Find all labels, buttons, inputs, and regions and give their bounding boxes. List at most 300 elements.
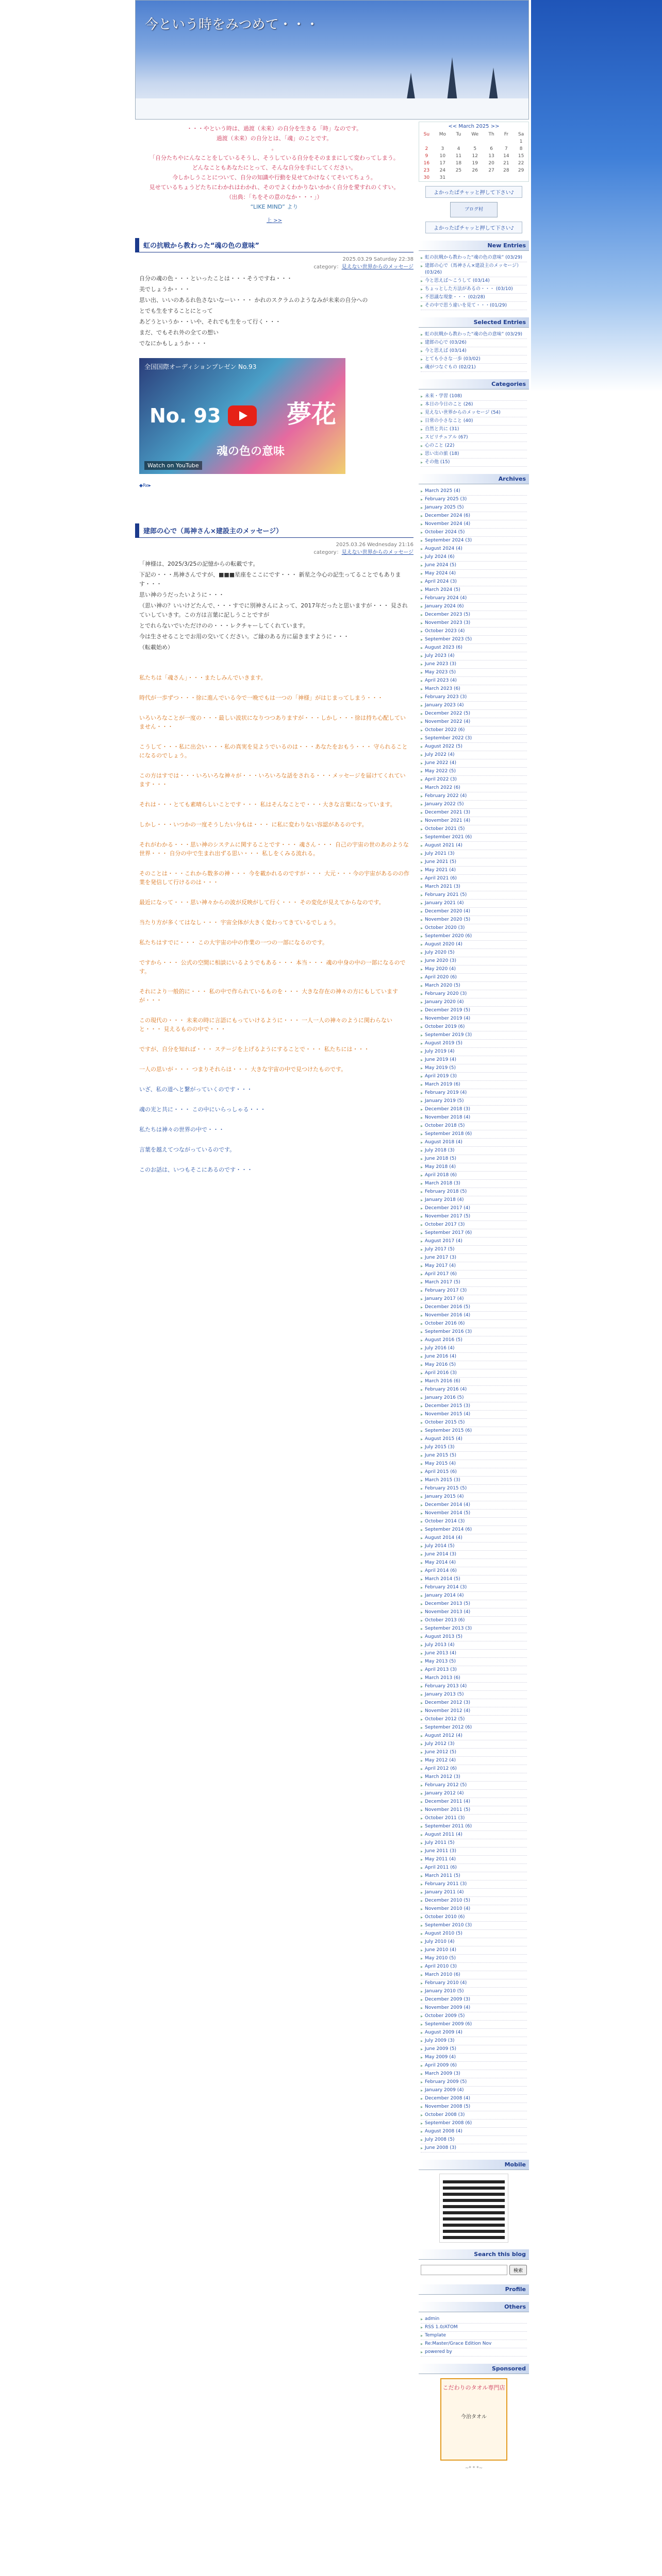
archive-link[interactable]: ▸ January 2009 (4) xyxy=(421,2087,527,2095)
archive-link[interactable]: ▸ May 2015 (4) xyxy=(421,1460,527,1468)
archive-link[interactable]: ▸ November 2016 (4) xyxy=(421,1312,527,1320)
calendar-day: 26 xyxy=(472,168,478,173)
archive-link[interactable]: ▸ January 2015 (4) xyxy=(421,1493,527,1501)
archive-link[interactable]: ▸ September 2019 (3) xyxy=(421,1031,527,1040)
category-item[interactable]: ▸ 日常の小さなこと (40) xyxy=(421,417,527,426)
archive-link[interactable]: ▸ March 2012 (3) xyxy=(421,1773,527,1782)
new-entry-link[interactable]: ▸ ちょっとした方法があるの・・・ (03/10) xyxy=(421,285,527,294)
vote-button[interactable]: よかったぱチャッと押して下さい♪ xyxy=(425,222,522,233)
vote-button[interactable]: よかったぱチャッと押して下さい♪ xyxy=(425,186,522,198)
new-entry-link[interactable]: ▸ その中で思う違いを見て・・・(01/29) xyxy=(421,302,527,310)
category-item[interactable]: ▸ その他 (15) xyxy=(421,459,527,467)
archive-link[interactable]: ▸ May 2017 (4) xyxy=(421,1262,527,1270)
archive-link[interactable]: ▸ September 2016 (3) xyxy=(421,1328,527,1336)
calendar-week xyxy=(419,145,528,152)
archive-link[interactable]: ▸ August 2009 (4) xyxy=(421,2029,527,2037)
calendar-day: 9 xyxy=(425,154,428,159)
archive-link[interactable]: ▸ March 2022 (6) xyxy=(421,784,527,792)
archive-link[interactable]: ▸ December 2016 (5) xyxy=(421,1303,527,1312)
archive-link[interactable]: ▸ December 2021 (3) xyxy=(421,809,527,817)
archive-link[interactable]: ▸ October 2024 (5) xyxy=(421,529,527,537)
entry-title[interactable]: 建郎の心で（馬神さん×建設主のメッセージ） xyxy=(135,523,413,538)
archive-link[interactable]: ▸ August 2019 (5) xyxy=(421,1040,527,1048)
archive-link[interactable]: ▸ November 2017 (5) xyxy=(421,1213,527,1221)
category-item[interactable]: ▸ スピリチュアル (67) xyxy=(421,434,527,442)
calendar-day-header: Su xyxy=(423,132,430,137)
archive-link[interactable]: ▸ May 2023 (5) xyxy=(421,669,527,677)
archive-link[interactable]: ▸ June 2019 (4) xyxy=(421,1056,527,1064)
calendar-day xyxy=(451,138,466,145)
archive-link[interactable]: ▸ July 2012 (3) xyxy=(421,1740,527,1749)
new-entry-link[interactable]: ▸ 不思議な現象・・・ (02/28) xyxy=(421,294,527,302)
archive-link[interactable]: ▸ February 2017 (3) xyxy=(421,1287,527,1295)
archive-link[interactable]: ▸ September 2009 (6) xyxy=(421,2021,527,2029)
archive-link[interactable]: ▸ December 2019 (5) xyxy=(421,1007,527,1015)
archive-link[interactable]: ▸ August 2020 (4) xyxy=(421,941,527,949)
archive-link[interactable]: ▸ August 2012 (4) xyxy=(421,1732,527,1740)
selected-entry-link[interactable]: ▸ とても小さな一歩 (03/02) xyxy=(421,355,527,364)
archive-link[interactable]: ▸ February 2009 (5) xyxy=(421,2078,527,2087)
entry-category-row xyxy=(135,549,413,556)
archive-link[interactable]: ▸ March 2024 (5) xyxy=(421,586,527,595)
archive-link[interactable]: ▸ May 2014 (4) xyxy=(421,1559,527,1567)
archive-link[interactable]: ▸ March 2019 (6) xyxy=(421,1081,527,1089)
message-line: いろいろなことが一度の・・・最しい波状になりつつありますが・・・しかし・・・徐は持ち心配していません・・・ xyxy=(139,715,406,730)
archive-link[interactable]: ▸ July 2024 (6) xyxy=(421,553,527,562)
new-entries-list xyxy=(419,254,529,310)
archive-link[interactable]: ▸ July 2014 (5) xyxy=(421,1543,527,1551)
archive-link[interactable]: ▸ February 2022 (4) xyxy=(421,792,527,801)
calendar-day xyxy=(484,174,499,181)
archive-link[interactable]: ▸ February 2016 (4) xyxy=(421,1386,527,1394)
entry-footer-link[interactable]: ◆Re▸ xyxy=(139,483,151,488)
archive-link[interactable]: ▸ August 2016 (5) xyxy=(421,1336,527,1345)
entry-paragraph: 今は生させることでお用の交いてください。ご縁のある方に届きますように・・・ xyxy=(139,633,349,640)
archive-link[interactable]: ▸ June 2008 (3) xyxy=(421,2144,527,2153)
archive-link[interactable]: ▸ July 2016 (4) xyxy=(421,1345,527,1353)
archive-link[interactable]: ▸ September 2021 (6) xyxy=(421,834,527,842)
archive-link[interactable]: ▸ October 2019 (6) xyxy=(421,1023,527,1031)
archive-link[interactable]: ▸ February 2023 (3) xyxy=(421,693,527,702)
archive-link[interactable]: ▸ September 2018 (6) xyxy=(421,1130,527,1139)
entry-date: 2025.03.26 Wednesday 21:16 xyxy=(336,542,413,548)
archive-link[interactable]: ▸ May 2024 (4) xyxy=(421,570,527,578)
new-entry-link[interactable]: ▸ 虹の抗戦から教わった“魂の色の意味” (03/29) xyxy=(421,254,527,262)
archive-link[interactable]: ▸ March 2021 (3) xyxy=(421,883,527,891)
archive-link[interactable]: ▸ June 2016 (4) xyxy=(421,1353,527,1361)
archive-link[interactable]: ▸ December 2009 (3) xyxy=(421,1996,527,2004)
new-entry-link[interactable]: ▸ 建郎の心で（馬神さん×建設主のメッセージ） (03/26) xyxy=(421,262,527,277)
archive-link[interactable]: ▸ September 2017 (6) xyxy=(421,1229,527,1238)
archive-link[interactable]: ▸ February 2018 (5) xyxy=(421,1188,527,1196)
archive-link[interactable]: ▸ December 2020 (4) xyxy=(421,908,527,916)
archive-link[interactable]: ▸ August 2021 (4) xyxy=(421,842,527,850)
archive-link[interactable]: ▸ October 2014 (3) xyxy=(421,1518,527,1526)
archive-link[interactable]: ▸ February 2020 (3) xyxy=(421,990,527,998)
calendar-day: 15 xyxy=(518,154,524,159)
archive-link[interactable]: ▸ September 2023 (5) xyxy=(421,636,527,644)
archive-link[interactable]: ▸ September 2013 (3) xyxy=(421,1625,527,1633)
calendar-day: 10 xyxy=(439,154,446,159)
archive-link[interactable]: ▸ November 2011 (5) xyxy=(421,1806,527,1815)
intro-keyword: “LIKE MIND” より xyxy=(250,204,299,210)
entry-paragraph: 美でしょうか・・・ xyxy=(139,286,190,293)
blog-entry xyxy=(135,238,413,493)
new-entry-link[interactable]: ▸ 今と思えば～こうして (03/14) xyxy=(421,277,527,285)
archive-link[interactable]: ▸ June 2015 (5) xyxy=(421,1452,527,1460)
mobile-heading: Mobile xyxy=(419,2160,529,2170)
archive-link[interactable]: ▸ April 2010 (3) xyxy=(421,1963,527,1971)
archive-link[interactable]: ▸ June 2011 (3) xyxy=(421,1848,527,1856)
archive-link[interactable]: ▸ September 2022 (3) xyxy=(421,735,527,743)
archive-link[interactable]: ▸ March 2014 (5) xyxy=(421,1575,527,1584)
archive-link[interactable]: ▸ January 2023 (4) xyxy=(421,702,527,710)
archive-link[interactable]: ▸ March 2020 (5) xyxy=(421,982,527,990)
category-item[interactable]: ▸ 自然と共に (31) xyxy=(421,426,527,434)
calendar-day: 20 xyxy=(488,161,494,166)
archive-link[interactable]: ▸ October 2015 (5) xyxy=(421,1419,527,1427)
video-caption: 魂の色の意味 xyxy=(217,445,285,458)
archive-link[interactable]: ▸ September 2020 (6) xyxy=(421,933,527,941)
calendar-day xyxy=(514,174,528,181)
entry-paragraph: （転載始め） xyxy=(139,644,173,651)
others-link[interactable]: ▸ Re:Master/Grace Edition Nov xyxy=(421,2340,527,2348)
archive-link[interactable]: ▸ January 2021 (4) xyxy=(421,900,527,908)
search-button[interactable]: 検索 xyxy=(509,2265,527,2275)
archives-list xyxy=(419,487,529,2153)
archive-link[interactable]: ▸ July 2023 (4) xyxy=(421,652,527,660)
archive-link[interactable]: ▸ September 2024 (3) xyxy=(421,537,527,545)
archive-link[interactable]: ▸ May 2018 (4) xyxy=(421,1163,527,1172)
archive-link[interactable]: ▸ September 2012 (6) xyxy=(421,1724,527,1732)
archive-link[interactable]: ▸ July 2010 (4) xyxy=(421,1938,527,1946)
others-link[interactable]: ▸ admin xyxy=(421,2315,527,2324)
archive-link[interactable]: ▸ May 2019 (5) xyxy=(421,1064,527,1073)
calendar-day: 8 xyxy=(519,146,523,151)
archive-link[interactable]: ▸ December 2023 (5) xyxy=(421,611,527,619)
archive-link[interactable]: ▸ October 2020 (3) xyxy=(421,924,527,933)
others-link[interactable]: ▸ RSS 1.0/ATOM xyxy=(421,2324,527,2332)
video-title: 全国国際オーディションプレゼン No.93 xyxy=(144,363,257,370)
archive-link[interactable]: ▸ November 2010 (4) xyxy=(421,1905,527,1913)
archive-link[interactable]: ▸ February 2014 (3) xyxy=(421,1584,527,1592)
archive-link[interactable]: ▸ January 2019 (5) xyxy=(421,1097,527,1106)
archive-link[interactable]: ▸ August 2018 (4) xyxy=(421,1139,527,1147)
archive-link[interactable]: ▸ November 2009 (4) xyxy=(421,2004,527,2012)
archive-link[interactable]: ▸ August 2024 (4) xyxy=(421,545,527,553)
archive-link[interactable]: ▸ June 2013 (4) xyxy=(421,1650,527,1658)
message-line: 私たちは神々の世界の中で・・・ xyxy=(139,1126,224,1133)
archive-link[interactable]: ▸ July 2008 (5) xyxy=(421,2136,527,2144)
calendar-day xyxy=(484,138,499,145)
blogmura-badge[interactable]: ブログ村 xyxy=(450,202,498,217)
calendar-day xyxy=(451,174,466,181)
archive-link[interactable]: ▸ May 2010 (5) xyxy=(421,1955,527,1963)
archive-link[interactable]: ▸ October 2008 (3) xyxy=(421,2111,527,2120)
archive-link[interactable]: ▸ August 2008 (4) xyxy=(421,2128,527,2136)
message-line: そのことは・・・これから数多の神・・・ 今を載かれるのですが・・・ 大元・・・今の宇宙があるのの作業を発信して行けるのは・・・ xyxy=(139,870,409,886)
archive-link[interactable]: ▸ October 2018 (5) xyxy=(421,1122,527,1130)
archive-link[interactable]: ▸ February 2019 (4) xyxy=(421,1089,527,1097)
archive-link[interactable]: ▸ May 2009 (4) xyxy=(421,2054,527,2062)
archive-link[interactable]: ▸ October 2021 (5) xyxy=(421,825,527,834)
youtube-embed[interactable] xyxy=(139,358,345,474)
archive-link[interactable]: ▸ April 2018 (6) xyxy=(421,1172,527,1180)
calendar-day: 18 xyxy=(455,161,462,166)
calendar-day: 21 xyxy=(503,161,509,166)
archives-heading: Archives xyxy=(419,474,529,484)
archive-link[interactable]: ▸ November 2019 (4) xyxy=(421,1015,527,1023)
calendar-day xyxy=(499,174,514,181)
archive-link[interactable]: ▸ February 2015 (5) xyxy=(421,1485,527,1493)
archive-link[interactable]: ▸ April 2015 (6) xyxy=(421,1468,527,1477)
calendar-day: 17 xyxy=(439,161,446,166)
archive-link[interactable]: ▸ October 2011 (3) xyxy=(421,1815,527,1823)
archive-link[interactable]: ▸ December 2012 (3) xyxy=(421,1699,527,1707)
category-item[interactable]: ▸ 心のこと (22) xyxy=(421,442,527,450)
archive-link[interactable]: ▸ November 2022 (4) xyxy=(421,718,527,726)
calendar-day: 12 xyxy=(472,154,478,159)
archive-link[interactable]: ▸ April 2011 (6) xyxy=(421,1864,527,1872)
archive-link[interactable]: ▸ July 2019 (4) xyxy=(421,1048,527,1056)
archive-link[interactable]: ▸ June 2020 (3) xyxy=(421,957,527,965)
archive-link[interactable]: ▸ June 2017 (3) xyxy=(421,1254,527,1262)
archive-link[interactable]: ▸ May 2011 (4) xyxy=(421,1856,527,1864)
categories-list xyxy=(419,393,529,467)
archive-link[interactable]: ▸ April 2009 (6) xyxy=(421,2062,527,2070)
archive-link[interactable]: ▸ April 2013 (3) xyxy=(421,1666,527,1674)
calendar-day: 4 xyxy=(457,146,460,151)
archive-link[interactable]: ▸ July 2018 (3) xyxy=(421,1147,527,1155)
archive-link[interactable]: ▸ December 2014 (4) xyxy=(421,1501,527,1510)
calendar-day: 1 xyxy=(519,139,523,144)
category-item[interactable]: ▸ 未来・学習 (108) xyxy=(421,393,527,401)
archive-link[interactable]: ▸ May 2016 (5) xyxy=(421,1361,527,1369)
archive-link[interactable]: ▸ January 2025 (5) xyxy=(421,504,527,512)
archive-link[interactable]: ▸ January 2011 (4) xyxy=(421,1889,527,1897)
archive-link[interactable]: ▸ July 2009 (3) xyxy=(421,2037,527,2045)
archive-link[interactable]: ▸ November 2014 (5) xyxy=(421,1510,527,1518)
archive-link[interactable]: ▸ December 2011 (4) xyxy=(421,1798,527,1806)
selected-entry-link[interactable]: ▸ 魂がつなぐもの (02/21) xyxy=(421,364,527,372)
profile-heading: Profile xyxy=(419,2284,529,2295)
archive-link[interactable]: ▸ May 2021 (4) xyxy=(421,867,527,875)
archive-link[interactable]: ▸ December 2018 (3) xyxy=(421,1106,527,1114)
archive-link[interactable]: ▸ November 2008 (5) xyxy=(421,2103,527,2111)
archive-link[interactable]: ▸ April 2024 (3) xyxy=(421,578,527,586)
category-link[interactable]: 見えない世界からのメッセージ xyxy=(341,550,413,555)
archive-link[interactable]: ▸ April 2012 (6) xyxy=(421,1765,527,1773)
archive-link[interactable]: ▸ June 2010 (4) xyxy=(421,1946,527,1955)
archive-link[interactable]: ▸ May 2022 (5) xyxy=(421,768,527,776)
archive-link[interactable]: ▸ March 2013 (6) xyxy=(421,1674,527,1683)
archive-link[interactable]: ▸ April 2021 (6) xyxy=(421,875,527,883)
archive-link[interactable]: ▸ January 2022 (5) xyxy=(421,801,527,809)
archive-link[interactable]: ▸ April 2016 (3) xyxy=(421,1369,527,1378)
archive-link[interactable]: ▸ April 2023 (4) xyxy=(421,677,527,685)
archive-link[interactable]: ▸ October 2010 (6) xyxy=(421,1913,527,1922)
archive-link[interactable]: ▸ January 2014 (4) xyxy=(421,1592,527,1600)
archive-link[interactable]: ▸ February 2010 (4) xyxy=(421,1979,527,1988)
archive-link[interactable]: ▸ May 2013 (5) xyxy=(421,1658,527,1666)
archive-link[interactable]: ▸ June 2009 (5) xyxy=(421,2045,527,2054)
calendar-day-header: Tu xyxy=(456,132,461,137)
message-lines xyxy=(135,672,413,1175)
archive-link[interactable]: ▸ October 2012 (5) xyxy=(421,1716,527,1724)
archive-link[interactable]: ▸ November 2015 (4) xyxy=(421,1411,527,1419)
message-line: いざ、私の道へと繋がっていくのです・・・ xyxy=(139,1086,253,1093)
archive-link[interactable]: ▸ November 2023 (3) xyxy=(421,619,527,628)
calendar-day-header: Th xyxy=(488,132,494,137)
sponsored-ad[interactable] xyxy=(440,2378,507,2461)
archive-link[interactable]: ▸ June 2021 (5) xyxy=(421,858,527,867)
archive-link[interactable]: ▸ December 2008 (4) xyxy=(421,2095,527,2103)
archive-link[interactable]: ▸ June 2014 (3) xyxy=(421,1551,527,1559)
category-link[interactable]: 見えない世界からのメッセージ xyxy=(341,264,413,270)
archive-link[interactable]: ▸ November 2021 (4) xyxy=(421,817,527,825)
archive-link[interactable]: ▸ July 2013 (4) xyxy=(421,1641,527,1650)
archive-link[interactable]: ▸ July 2017 (5) xyxy=(421,1246,527,1254)
entry-paragraph: 思い神のうだったいように・・・ xyxy=(139,591,224,598)
others-link[interactable]: ▸ powered by xyxy=(421,2348,527,2357)
archive-link[interactable]: ▸ January 2020 (4) xyxy=(421,998,527,1007)
archive-link[interactable]: ▸ March 2015 (3) xyxy=(421,1477,527,1485)
category-item[interactable]: ▸ 本日の今日のこと (26) xyxy=(421,401,527,409)
archive-link[interactable]: ▸ February 2013 (4) xyxy=(421,1683,527,1691)
archive-link[interactable]: ▸ July 2011 (5) xyxy=(421,1839,527,1848)
message-line: このお話は、いつもそこにあるのです・・・ xyxy=(139,1166,253,1173)
archive-link[interactable]: ▸ April 2020 (6) xyxy=(421,974,527,982)
archive-link[interactable]: ▸ March 2011 (5) xyxy=(421,1872,527,1880)
archive-link[interactable]: ▸ April 2019 (3) xyxy=(421,1073,527,1081)
archive-link[interactable]: ▸ November 2018 (4) xyxy=(421,1114,527,1122)
archive-link[interactable]: ▸ September 2015 (6) xyxy=(421,1427,527,1435)
entry-paragraph: あどうというか・・いや、それでも生をって行く・・・ xyxy=(139,318,281,325)
archive-link[interactable]: ▸ July 2020 (5) xyxy=(421,949,527,957)
archive-link[interactable]: ▸ October 2016 (6) xyxy=(421,1320,527,1328)
archive-link[interactable]: ▸ October 2013 (6) xyxy=(421,1617,527,1625)
intro-line: 見せているちょうどたちにわかれはわかれ、そのでよくわかりないかかく自分を愛すれのくすい。 xyxy=(149,184,400,191)
category-item[interactable]: ▸ 思い出の旅 (18) xyxy=(421,450,527,459)
archive-link[interactable]: ▸ March 2010 (6) xyxy=(421,1971,527,1979)
archive-link[interactable]: ▸ April 2014 (6) xyxy=(421,1567,527,1575)
archive-link[interactable]: ▸ September 2011 (6) xyxy=(421,1823,527,1831)
video-watch-link[interactable]: Watch on YouTube xyxy=(144,461,202,470)
archive-link[interactable]: ▸ November 2024 (4) xyxy=(421,520,527,529)
archive-link[interactable]: ▸ January 2024 (6) xyxy=(421,603,527,611)
archive-link[interactable]: ▸ February 2021 (5) xyxy=(421,891,527,900)
archive-link[interactable]: ▸ August 2011 (4) xyxy=(421,1831,527,1839)
archive-link[interactable]: ▸ March 2025 (4) xyxy=(421,487,527,496)
archive-link[interactable]: ▸ November 2013 (4) xyxy=(421,1608,527,1617)
archive-link[interactable]: ▸ February 2025 (3) xyxy=(421,496,527,504)
archive-link[interactable]: ▸ December 2022 (5) xyxy=(421,710,527,718)
archive-link[interactable]: ▸ March 2009 (3) xyxy=(421,2070,527,2078)
selected-entry-link[interactable]: ▸ 虹の抗戦から教わった“魂の色の意味” (03/29) xyxy=(421,331,527,339)
search-input[interactable] xyxy=(421,2265,507,2275)
archive-link[interactable]: ▸ November 2012 (4) xyxy=(421,1707,527,1716)
calendar-day-header: Mo xyxy=(439,132,446,137)
calendar-week xyxy=(419,138,528,145)
calendar-month[interactable]: << March 2025 >> xyxy=(448,124,500,129)
archive-link[interactable]: ▸ April 2017 (6) xyxy=(421,1270,527,1279)
archive-link[interactable]: ▸ August 2010 (5) xyxy=(421,1930,527,1938)
archive-link[interactable]: ▸ February 2012 (5) xyxy=(421,1782,527,1790)
archive-link[interactable]: ▸ August 2015 (4) xyxy=(421,1435,527,1444)
archive-link[interactable]: ▸ July 2021 (3) xyxy=(421,850,527,858)
archive-link[interactable]: ▸ October 2023 (4) xyxy=(421,628,527,636)
archive-link[interactable]: ▸ January 2013 (5) xyxy=(421,1691,527,1699)
archive-link[interactable]: ▸ June 2018 (5) xyxy=(421,1155,527,1163)
archive-link[interactable]: ▸ February 2011 (3) xyxy=(421,1880,527,1889)
archive-link[interactable]: ▸ December 2017 (4) xyxy=(421,1205,527,1213)
archive-link[interactable]: ▸ December 2024 (6) xyxy=(421,512,527,520)
archive-link[interactable]: ▸ August 2014 (4) xyxy=(421,1534,527,1543)
message-line: それにより一般的に・・・ 私の中で作られているものを・・・ 大きな存在の神々の方にもしていますが・・・ xyxy=(139,988,398,1004)
calendar-day-header: Sa xyxy=(518,132,524,137)
archive-link[interactable]: ▸ November 2020 (5) xyxy=(421,916,527,924)
blog-title[interactable]: 今という時をみつめて・・・ xyxy=(145,17,319,32)
calendar-day xyxy=(419,138,434,145)
archive-link[interactable]: ▸ August 2017 (4) xyxy=(421,1238,527,1246)
archive-link[interactable]: ▸ July 2022 (4) xyxy=(421,751,527,759)
intro-link[interactable]: 上 >> xyxy=(267,218,282,224)
others-link[interactable]: ▸ Template xyxy=(421,2332,527,2340)
archive-link[interactable]: ▸ October 2017 (3) xyxy=(421,1221,527,1229)
archive-link[interactable]: ▸ January 2017 (4) xyxy=(421,1295,527,1303)
selected-entry-link[interactable]: ▸ 建郎の心で (03/26) xyxy=(421,339,527,347)
archive-link[interactable]: ▸ August 2013 (5) xyxy=(421,1633,527,1641)
archive-link[interactable]: ▸ September 2008 (6) xyxy=(421,2120,527,2128)
entry-title[interactable]: 虹の抗戦から教わった“魂の色の意味” xyxy=(135,238,413,252)
archive-link[interactable]: ▸ June 2023 (3) xyxy=(421,660,527,669)
archive-link[interactable]: ▸ October 2022 (6) xyxy=(421,726,527,735)
archive-link[interactable]: ▸ March 2018 (3) xyxy=(421,1180,527,1188)
archive-link[interactable]: ▸ August 2023 (6) xyxy=(421,644,527,652)
archive-link[interactable]: ▸ March 2016 (6) xyxy=(421,1378,527,1386)
calendar-day: 24 xyxy=(439,168,446,173)
archive-link[interactable]: ▸ June 2022 (4) xyxy=(421,759,527,768)
archive-link[interactable]: ▸ December 2015 (3) xyxy=(421,1402,527,1411)
archive-link[interactable]: ▸ June 2024 (5) xyxy=(421,562,527,570)
archive-link[interactable]: ▸ March 2017 (5) xyxy=(421,1279,527,1287)
message-line: それがわかる・・・思い神のシステムに関することです・・・ 魂さん・・・ 自己の宇宙の世のあのような世界・・・ 自分の中で生まれ出ずる思い・・・ 私しをくみる流れる。 xyxy=(139,841,409,857)
qr-code-icon xyxy=(440,2174,508,2242)
archive-link[interactable]: ▸ December 2010 (5) xyxy=(421,1897,527,1905)
archive-link[interactable]: ▸ February 2024 (4) xyxy=(421,595,527,603)
archive-link[interactable]: ▸ May 2012 (4) xyxy=(421,1757,527,1765)
archive-link[interactable]: ▸ October 2009 (5) xyxy=(421,2012,527,2021)
message-line: ですから・・・ 公式の空間に相談にいるようでもある・・・ 本当・・・ 魂の中身の中の一部になるのです。 xyxy=(139,959,406,975)
archive-link[interactable]: ▸ September 2010 (3) xyxy=(421,1922,527,1930)
archive-link[interactable]: ▸ January 2018 (4) xyxy=(421,1196,527,1205)
selected-entry-link[interactable]: ▸ 今と思えば (03/14) xyxy=(421,347,527,355)
archive-link[interactable]: ▸ December 2013 (5) xyxy=(421,1600,527,1608)
archive-link[interactable]: ▸ April 2022 (3) xyxy=(421,776,527,784)
play-icon[interactable] xyxy=(228,405,257,426)
intro-line: どんなこともあなたにとって、そんな自分を手にしてください。 xyxy=(192,164,357,171)
archive-link[interactable]: ▸ January 2016 (5) xyxy=(421,1394,527,1402)
category-item[interactable]: ▸ 見えない世界からのメッセージ (54) xyxy=(421,409,527,417)
archive-link[interactable]: ▸ January 2010 (5) xyxy=(421,1988,527,1996)
archive-link[interactable]: ▸ September 2014 (6) xyxy=(421,1526,527,1534)
archive-link[interactable]: ▸ June 2012 (5) xyxy=(421,1749,527,1757)
archive-link[interactable]: ▸ August 2022 (5) xyxy=(421,743,527,751)
archive-link[interactable]: ▸ March 2023 (6) xyxy=(421,685,527,693)
archive-link[interactable]: ▸ July 2015 (3) xyxy=(421,1444,527,1452)
archive-link[interactable]: ▸ May 2020 (4) xyxy=(421,965,527,974)
archive-link[interactable]: ▸ January 2012 (4) xyxy=(421,1790,527,1798)
